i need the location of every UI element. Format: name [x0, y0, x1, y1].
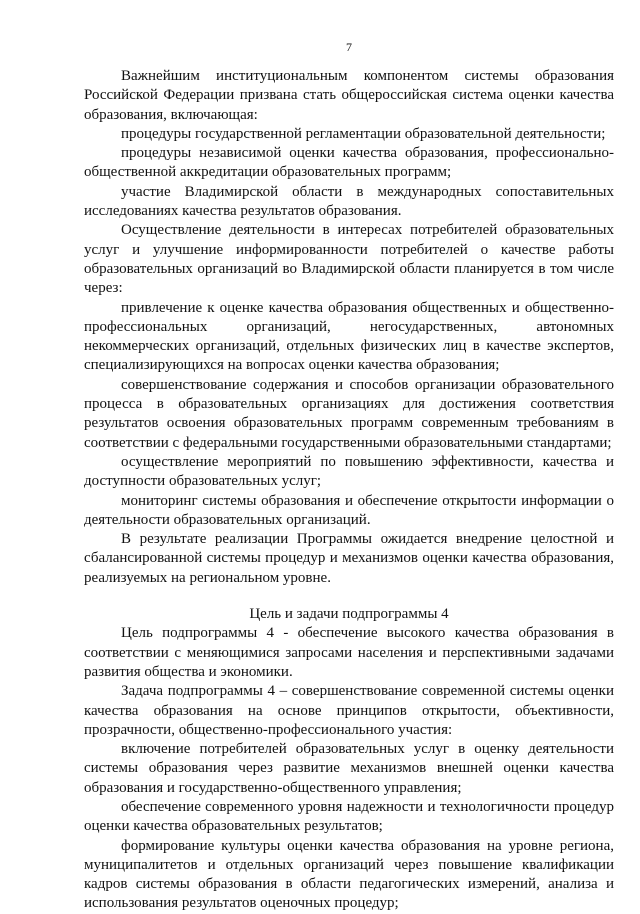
- paragraph-expected-result: В результате реализации Программы ожидается внедрение целостной и сбалансированной системы процедур и механизмов оценки качества образования, реализуемых на региональном уровне.: [84, 531, 614, 586]
- list-item: осуществление мероприятий по повышению эффективности, качества и доступности образовательных услуг;: [84, 453, 614, 490]
- list-item: включение потребителей образовательных услуг в оценку деятельности системы образования через развитие механизмов внешней оценки качества образования и государственно-общественного управления;: [84, 741, 614, 796]
- list-item: совершенствование содержания и способов организации образовательного процесса в образовательных организациях для достижения соответствия результатов освоения образовательных программ современным требованиям в соответствии с федеральными государственными образовательными стандартами;: [84, 376, 614, 451]
- list-item: участие Владимирской области в международных сопоставительных исследованиях качества результатов образования.: [84, 183, 614, 220]
- list-item: привлечение к оценке качества образования общественных и общественно-профессиональных организаций, негосударственных, автономных некоммерческих организаций, отдельных физических лиц в качестве экспертов, специализирующихся на вопросах оценки качества образования;: [84, 299, 614, 374]
- page-number: 7: [346, 40, 352, 54]
- list-item: обеспечение современного уровня надежности и технологичности процедур оценки качества образовательных результатов;: [84, 798, 614, 835]
- paragraph-goal: Цель подпрограммы 4 - обеспечение высокого качества образования в соответствии с меняющимися запросами населения и перспективными задачами развития общества и экономики.: [84, 625, 614, 680]
- list-item: процедуры независимой оценки качества образования, профессионально-общественной аккредитации образовательных программ;: [84, 145, 614, 181]
- paragraph-consumer-interests: Осуществление деятельности в интересах потребителей образовательных услуг и улучшение информированности потребителей о качестве работы образовательных организаций во Владимирской области планируется в том числе через:: [84, 222, 614, 297]
- section-spacer: [84, 588, 614, 605]
- list-item: процедуры государственной регламентации образовательной деятельности;: [121, 125, 606, 142]
- paragraph-institutional-component: Важнейшим институциональным компонентом системы образования Российской Федерации призвана стать общероссийская система оценки качества образования, включающая:: [84, 68, 614, 123]
- list-item: мониторинг системы образования и обеспечение открытости информации о деятельности образовательных организаций.: [84, 492, 614, 528]
- section-heading: Цель и задачи подпрограммы 4: [249, 606, 449, 623]
- list-item: формирование культуры оценки качества образования на уровне региона, муниципалитетов и отдельных организаций через повышение квалификации кадров системы образования в области педагогических измерений, анализа и использования результатов оценочных процедур;: [84, 837, 614, 912]
- paragraph-task: Задача подпрограммы 4 – совершенствование современной системы оценки качества образования на основе принципов открытости, объективности, прозрачности, общественно-профессионального участия:: [84, 683, 614, 738]
